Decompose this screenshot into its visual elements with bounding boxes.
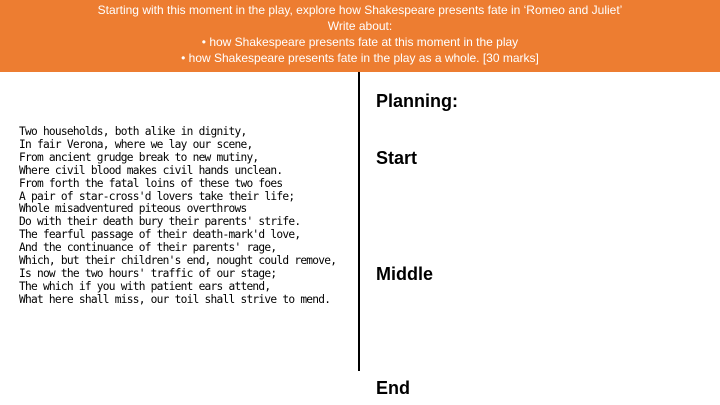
column-divider	[358, 72, 360, 371]
prologue-line: Two households, both alike in dignity,	[19, 125, 247, 138]
prologue-line: The which if you with patient ears attend,	[19, 279, 271, 293]
end-heading: End	[376, 378, 410, 398]
prologue-line: From forth the fatal loins of these two foes	[19, 176, 283, 190]
prologue-line: Do with their death bury their parents' strife.	[19, 215, 301, 229]
prologue-line: Where civil blood makes civil hands unclean.	[19, 163, 283, 177]
start-heading: Start	[376, 148, 418, 168]
prologue-line: The fearful passage of their death-mark'd love,	[19, 228, 301, 242]
prologue-line: And the continuance of their parents' rage,	[19, 241, 277, 255]
prologue-line: Which, but their children's end, nought could remove,	[19, 254, 337, 268]
task-question: Starting with this moment in the play, explore how Shakespeare presents fate in ‘Romeo and Juliet’	[97, 3, 623, 17]
middle-heading: Middle	[376, 264, 433, 284]
prologue-line: What here shall miss, our toil shall strive to mend.	[19, 292, 331, 306]
prologue-line: From ancient grudge break to new mutiny,	[19, 150, 259, 164]
task-bullet-moment: • how Shakespeare presents fate at this moment in the play	[201, 35, 519, 49]
task-write-about: Write about:	[327, 19, 393, 33]
prologue-line: A pair of star-cross'd lovers take their life;	[19, 189, 295, 203]
prologue-line: Whole misadventured piteous overthrows	[19, 202, 247, 216]
prologue-line: Is now the two hours' traffic of our stage;	[19, 266, 277, 280]
prologue-text	[19, 126, 336, 307]
task-bullet-whole-play: • how Shakespeare presents fate in the play as a whole. [30 marks]	[181, 51, 539, 65]
task-banner	[0, 0, 720, 72]
prologue-line: In fair Verona, where we lay our scene,	[19, 137, 253, 151]
planning-heading: Planning:	[376, 91, 458, 111]
